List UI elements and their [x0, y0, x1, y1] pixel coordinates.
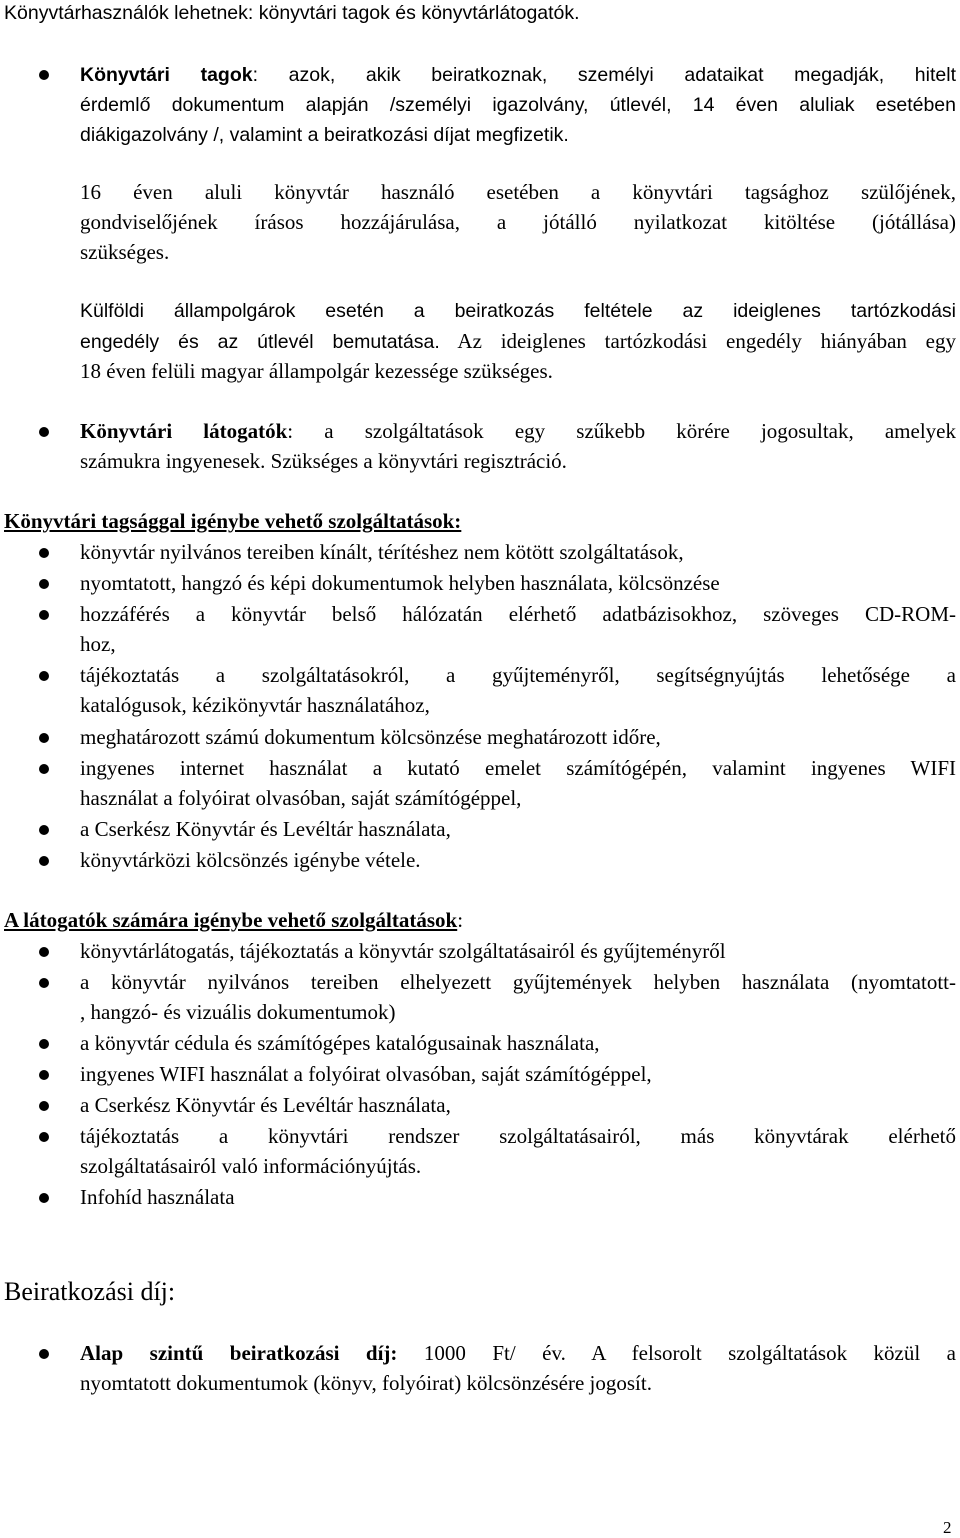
- bullet-icon: [39, 764, 49, 774]
- members-service-item: ingyenes internet használat a kutató emelet számítógépén, valamint ingyenes WIFI: [80, 756, 956, 780]
- bullet-icon: [39, 947, 49, 957]
- fee-line-2: nyomtatott dokumentumok (könyv, folyóirat) kölcsönzésére jogosít.: [80, 1371, 652, 1395]
- visitors-line-1-rest: : a szolgáltatások egy szűkebb körére jogosultak, amelyek: [287, 419, 956, 443]
- visitors-services-title-text: A látogatók számára igénybe vehető szolgáltatások: [4, 908, 458, 932]
- minors-line-3: szükséges.: [80, 240, 170, 264]
- foreign-line-2b: Az ideiglenes tartózkodási engedély hiányában egy: [439, 329, 956, 353]
- visitors-service-item: tájékoztatás a könyvtári rendszer szolgáltatásairól, más könyvtárak elérhető: [80, 1124, 956, 1148]
- members-service-item: a Cserkész Könyvtár és Levéltár használata,: [80, 817, 451, 841]
- bullet-icon: [39, 1039, 49, 1049]
- members-service-item-cont: használat a folyóirat olvasóban, saját számítógéppel,: [80, 786, 522, 810]
- members-service-item: könyvtárközi kölcsönzés igénybe vétele.: [80, 848, 421, 872]
- minors-line-2: gondviselőjének írásos hozzájárulása, a jótálló nyilatkozat kitöltése (jótállása): [80, 210, 956, 234]
- visitors-service-item: ingyenes WIFI használat a folyóirat olvasóban, saját számítógéppel,: [80, 1062, 652, 1086]
- members-line-1: [80, 62, 956, 88]
- members-line-2: érdemlő dokumentum alapján /személyi igazolvány, útlevél, 14 éven aluliak esetében: [80, 94, 956, 116]
- bullet-icon: [39, 856, 49, 866]
- visitors-service-item-cont: , hangzó- és vizuális dokumentumok): [80, 1000, 396, 1024]
- visitors-service-item: a könyvtár nyilvános tereiben elhelyezett gyűjtemények helyben használata (nyomtatott-: [80, 970, 956, 994]
- members-service-item: tájékoztatás a szolgáltatásokról, a gyűjteményről, segítségnyújtás lehetősége a: [80, 663, 956, 687]
- members-service-item-cont: hoz,: [80, 632, 116, 656]
- members-service-item: könyvtár nyilvános tereiben kínált, térítéshez nem kötött szolgáltatások,: [80, 540, 684, 564]
- visitors-line-1: [80, 418, 956, 444]
- bullet-icon: [39, 1193, 49, 1203]
- members-term: Könyvtári tagok: [80, 64, 253, 86]
- visitors-service-item: könyvtárlátogatás, tájékoztatás a könyvtár szolgáltatásairól és gyűjteményről: [80, 939, 726, 963]
- visitors-term: Könyvtári látogatók: [80, 419, 288, 443]
- bullet-icon: [39, 1101, 49, 1111]
- minors-line-1: 16 éven aluli könyvtár használó esetében a könyvtári tagsághoz szülőjének,: [80, 180, 956, 204]
- bullet-icon: [39, 579, 49, 589]
- foreign-line-2a: engedély és az útlevél bemutatása.: [80, 331, 440, 353]
- fee-title: Beiratkozási díj:: [4, 1277, 176, 1306]
- visitors-service-item: a Cserkész Könyvtár és Levéltár használata,: [80, 1093, 451, 1117]
- fee-label: Alap szintű beiratkozási díj:: [80, 1341, 398, 1365]
- members-service-item-cont: katalógusok, kézikönyvtár használatához,: [80, 693, 430, 717]
- foreign-line-3: 18 éven felüli magyar állampolgár kezessége szükséges.: [80, 359, 553, 383]
- bullet-icon: [39, 427, 49, 437]
- members-line-1-rest: : azok, akik beiratkoznak, személyi adataikat megadják, hitelt: [252, 64, 956, 86]
- foreign-line-2: [80, 328, 956, 355]
- members-service-item: hozzáférés a könyvtár belső hálózatán elérhető adatbázisokhoz, szöveges CD-ROM-: [80, 602, 956, 626]
- foreign-line-1: Külföldi állampolgárok esetén a beiratkozás feltétele az ideiglenes tartózkodási: [80, 300, 956, 322]
- visitors-service-item: Infohíd használata: [80, 1185, 235, 1209]
- visitors-service-item: a könyvtár cédula és számítógépes katalógusainak használata,: [80, 1031, 600, 1055]
- fee-line-1: [80, 1340, 956, 1366]
- bullet-icon: [39, 978, 49, 988]
- visitors-services-title-colon: :: [457, 908, 464, 932]
- bullet-icon: [39, 671, 49, 681]
- bullet-icon: [39, 825, 49, 835]
- members-service-item: meghatározott számú dokumentum kölcsönzése meghatározott időre,: [80, 725, 661, 749]
- bullet-icon: [39, 70, 49, 80]
- members-line-3: diákigazolvány /, valamint a beiratkozási díjat megfizetik.: [80, 124, 569, 146]
- page-number: 2: [943, 1518, 952, 1537]
- visitors-services-title: [4, 907, 463, 933]
- intro-text: Könyvtárhasználók lehetnek: könyvtári tagok és könyvtárlátogatók.: [4, 2, 580, 24]
- bullet-icon: [39, 548, 49, 558]
- members-services-title: Könyvtári tagsággal igénybe vehető szolgáltatások:: [4, 509, 462, 533]
- fee-line-1-rest: 1000 Ft/ év. A felsorolt szolgáltatások közül a: [397, 1341, 956, 1365]
- bullet-icon: [39, 1349, 49, 1359]
- members-service-item: nyomtatott, hangzó és képi dokumentumok helyben használata, kölcsönzése: [80, 571, 720, 595]
- bullet-icon: [39, 610, 49, 620]
- visitors-line-2: számukra ingyenesek. Szükséges a könyvtári regisztráció.: [80, 449, 567, 473]
- bullet-icon: [39, 733, 49, 743]
- bullet-icon: [39, 1132, 49, 1142]
- bullet-icon: [39, 1070, 49, 1080]
- visitors-service-item-cont: szolgáltatásairól való információnyújtás.: [80, 1154, 422, 1178]
